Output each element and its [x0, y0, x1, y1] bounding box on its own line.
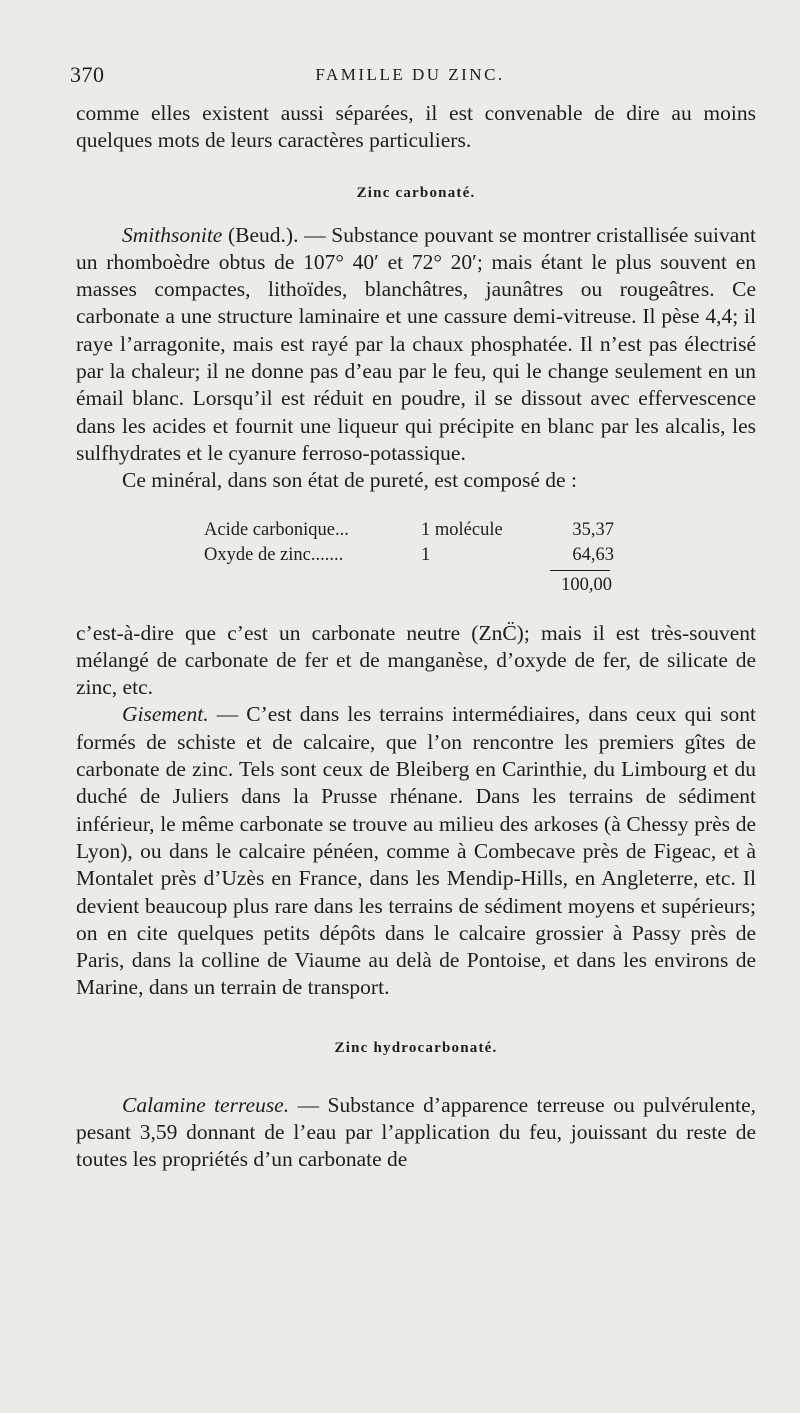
composition-table — [76, 518, 756, 608]
paragraph-continuation: comme elles existent aussi séparées, il est convenable de dire au moins quelques mots de leurs caractères particuliers. — [76, 101, 756, 153]
component-quantity: 1 molécule — [421, 519, 503, 540]
paragraph-calamine — [76, 1092, 756, 1174]
component-quantity: 1 — [421, 544, 431, 565]
term-gisement: Gisement. — [122, 702, 209, 727]
sum-rule — [550, 570, 610, 571]
paragraph-neutral-carbonate: c’est-à-dire que c’est un carbonate neutre (ZnC̈); mais il est très-souvent mélangé de carbonate de fer et de manganèse, d’oxyde de fer, de silicate de zinc, etc. — [76, 620, 756, 700]
paragraph-gisement-text: — C’est dans les terrains intermédiaires, dans ceux qui sont formés de schiste et de calcaire, que l’on rencontre les premiers gîtes de carbonate de zinc. Tels sont ceux de Bleiberg en Carinthie, du Limbourg et du duché de Juliers dans la Prusse rhénane. Dans les terrains de sédiment inférieur, le même carbonate se trouve au milieu des arkoses (à Chessy près de Lyon), ou dans le calcaire pénéen, comme à Combecave près de Figeac, et à Montalet près d’Uzès en France, dans les Mendip-Hills, en Angleterre, etc. Il devient beaucoup plus rare dans les terrains de sédiment moyens et supérieurs; on en cite quelques petits dépôts dans le calcaire grossier à Passy près de Paris, dans la colline de Viaume au delà de Pontoise, et dans les environs de Marine, dans un terrain de transport. — [76, 702, 756, 1000]
page-header — [70, 62, 750, 90]
paragraph-smithsonite-text: (Beud.). — Substance pouvant se montrer cristallisée suivant un rhomboèdre obtus de 107° 40′ et 72° 20′; mais étant le plus souvent en masses compactes, lithoïdes, blanchâtres, jaunâtres ou rougeâtres. Ce carbonate a une structure laminaire et une cassure demi-vitreuse. Il pèse 4,4; il raye l’arragonite, mais est rayé par la chaux phosphatée. Il n’est pas électrisé par la chaleur; il ne donne pas d’eau par le feu, qui le change seulement en un émail blanc. Lorsqu’il est réduit en poudre, il se dissout avec effervescence dans les acides et fournit une liqueur qui précipite en blanc par les alcalis, les sulfhydrates et le cyanure ferroso-potassique. — [76, 222, 756, 465]
term-calamine: Calamine terreuse. — [122, 1092, 290, 1117]
section-heading-zinc-hydrocarbonate: Zinc hydrocarbonaté. — [334, 1039, 498, 1056]
paragraph-composition-intro: Ce minéral, dans son état de pureté, est composé de : — [122, 468, 577, 493]
paragraph-calamine-text: — Substance d’apparence terreuse ou pulvérulente, pesant 3,59 donnant de l’eau par l’application du feu, jouissant du reste de toutes les propriétés d’un carbonate de — [76, 1092, 756, 1172]
term-smithsonite: Smithsonite — [122, 222, 223, 247]
component-value: 64,63 — [572, 544, 614, 565]
paragraph-gisement — [76, 701, 756, 1001]
component-name: Oxyde de zinc....... — [204, 544, 344, 565]
running-title: FAMILLE DU ZINC. — [315, 65, 505, 84]
component-value: 35,37 — [572, 519, 614, 540]
composition-total: 100,00 — [561, 574, 612, 595]
page-number: 370 — [70, 62, 105, 87]
paragraph-smithsonite — [76, 222, 756, 468]
section-heading-zinc-carbonate: Zinc carbonaté. — [356, 184, 476, 201]
component-name: Acide carbonique... — [204, 519, 349, 540]
page-body — [76, 100, 756, 1174]
